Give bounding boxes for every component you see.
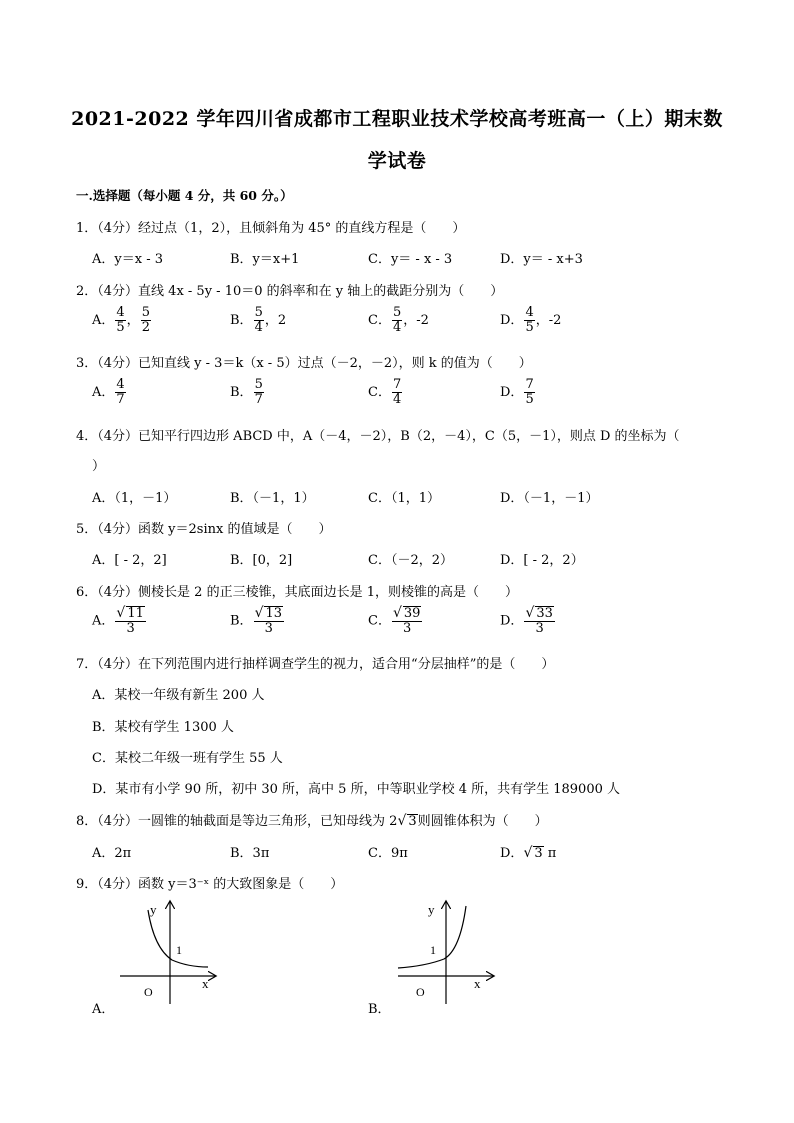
q3-option-d: D． $\frac{7}{5}$ (500, 377, 534, 407)
q1-option-a: A．y＝x - 3 (92, 252, 163, 267)
q7-option-d: D．某市有小学 90 所，初中 30 所，高中 5 所，中等职业学校 4 所，共有学生 189000 人 (92, 782, 620, 797)
q4-option-d: D．（－1，－1） (500, 491, 599, 506)
question-4-stem-continued: ） (92, 459, 106, 474)
exam-title-line1: 2021-2022 学年四川省成都市工程职业技术学校高考班高一（上）期末数 (71, 108, 723, 130)
q3-option-c: C． $\frac{7}{4}$ (368, 377, 402, 407)
x-label: x (474, 976, 481, 991)
q8-option-d: D．√ 3 π (500, 845, 557, 861)
q4-option-c: C．（1，1） (368, 491, 440, 506)
origin-label: O (144, 985, 153, 999)
q1-option-b: B．y＝x+1 (230, 252, 300, 267)
origin-label: O (416, 985, 425, 999)
q8-option-a: A．2π (92, 846, 132, 861)
q5-option-b: B．[0，2] (230, 553, 293, 568)
q9-option-a-label: A． (92, 1002, 115, 1017)
q1-option-d: D．y＝ - x+3 (500, 252, 583, 267)
question-3-stem: 3．（4分）已知直线 y - 3＝k（x - 5）过点（－2，－2），则 k 的值为（ ） (76, 356, 532, 371)
q4-option-b: B．（－1，1） (230, 491, 315, 506)
q8-option-b: B．3π (230, 846, 270, 861)
q7-option-a: A．某校一年级有新生 200 人 (92, 688, 265, 703)
q2-option-d: D． $\frac{4}{5}$ ，-2 (500, 305, 562, 335)
q9-option-b-label: B． (368, 1002, 391, 1017)
question-8-stem: 8．（4分）一圆锥的轴截面是等边三角形，已知母线为 2√ 3则圆锥体积为（ ） (76, 813, 548, 829)
q6-option-c: C． $\frac{√ 39}{3}$ (368, 605, 421, 636)
q4-option-a: A．（1，－1） (92, 491, 177, 506)
q5-option-c: C．（－2，2） (368, 553, 453, 568)
exam-title-line2: 学试卷 (367, 150, 427, 172)
curve (148, 910, 208, 967)
question-7-stem: 7．（4分）在下列范围内进行抽样调查学生的视力，适合用“分层抽样”的是（ ） (76, 657, 555, 672)
q7-option-c: C．某校二年级一班有学生 55 人 (92, 751, 283, 766)
question-4-stem: 4．（4分）已知平行四边形 ABCD 中，A（－4，－2），B（2，－4），C（5，－1），则点 D 的坐标为（ (76, 429, 680, 444)
question-6-stem: 6．（4分）侧棱长是 2 的正三棱锥，其底面边长是 1，则棱锥的高是（ ） (76, 585, 518, 600)
y-label: y (150, 902, 157, 917)
q6-option-b: B． $\frac{√ 13}{3}$ (230, 605, 283, 636)
q7-option-b: B．某校有学生 1300 人 (92, 720, 234, 735)
question-9-stem: 9．（4分）函数 y＝3⁻ˣ 的大致图象是（ ） (76, 877, 344, 892)
question-5-stem: 5．（4分）函数 y＝2sinx 的值域是（ ） (76, 522, 332, 537)
question-1-stem: 1．（4分）经过点（1，2），且倾斜角为 45° 的直线方程是（ ） (76, 221, 466, 236)
q6-option-a: A． $\frac{√ 11}{3}$ (92, 605, 144, 636)
y-label: y (428, 902, 435, 917)
section-heading: 一.选择题（每小题 4 分，共 60 分。） (76, 188, 293, 203)
intercept-label: 1 (430, 943, 436, 957)
q3-option-a: A． $\frac{4}{7}$ (92, 377, 125, 407)
q8-option-c: C．9π (368, 846, 408, 861)
q3-option-b: B． $\frac{5}{7}$ (230, 377, 263, 407)
q5-option-d: D．[ - 2，2） (500, 553, 584, 568)
q9-graph-a (110, 896, 220, 1006)
q2-option-c: C． $\frac{5}{4}$ ，-2 (368, 305, 429, 335)
x-label: x (202, 976, 209, 991)
question-2-stem: 2．（4分）直线 4x - 5y - 10＝0 的斜率和在 y 轴上的截距分别为（ ） (76, 284, 504, 299)
intercept-label: 1 (176, 943, 182, 957)
q2-option-b: B． $\frac{5}{4}$ ，2 (230, 305, 287, 335)
q9-graph-b (388, 896, 498, 1006)
q5-option-a: A．[ - 2，2] (92, 553, 167, 568)
q1-option-c: C．y＝ - x - 3 (368, 252, 453, 267)
q2-option-a: A． $\frac{4}{5}$ ， $\frac{5}{2}$ (92, 305, 150, 335)
q6-option-d: D． $\frac{√ 33}{3}$ (500, 605, 553, 636)
